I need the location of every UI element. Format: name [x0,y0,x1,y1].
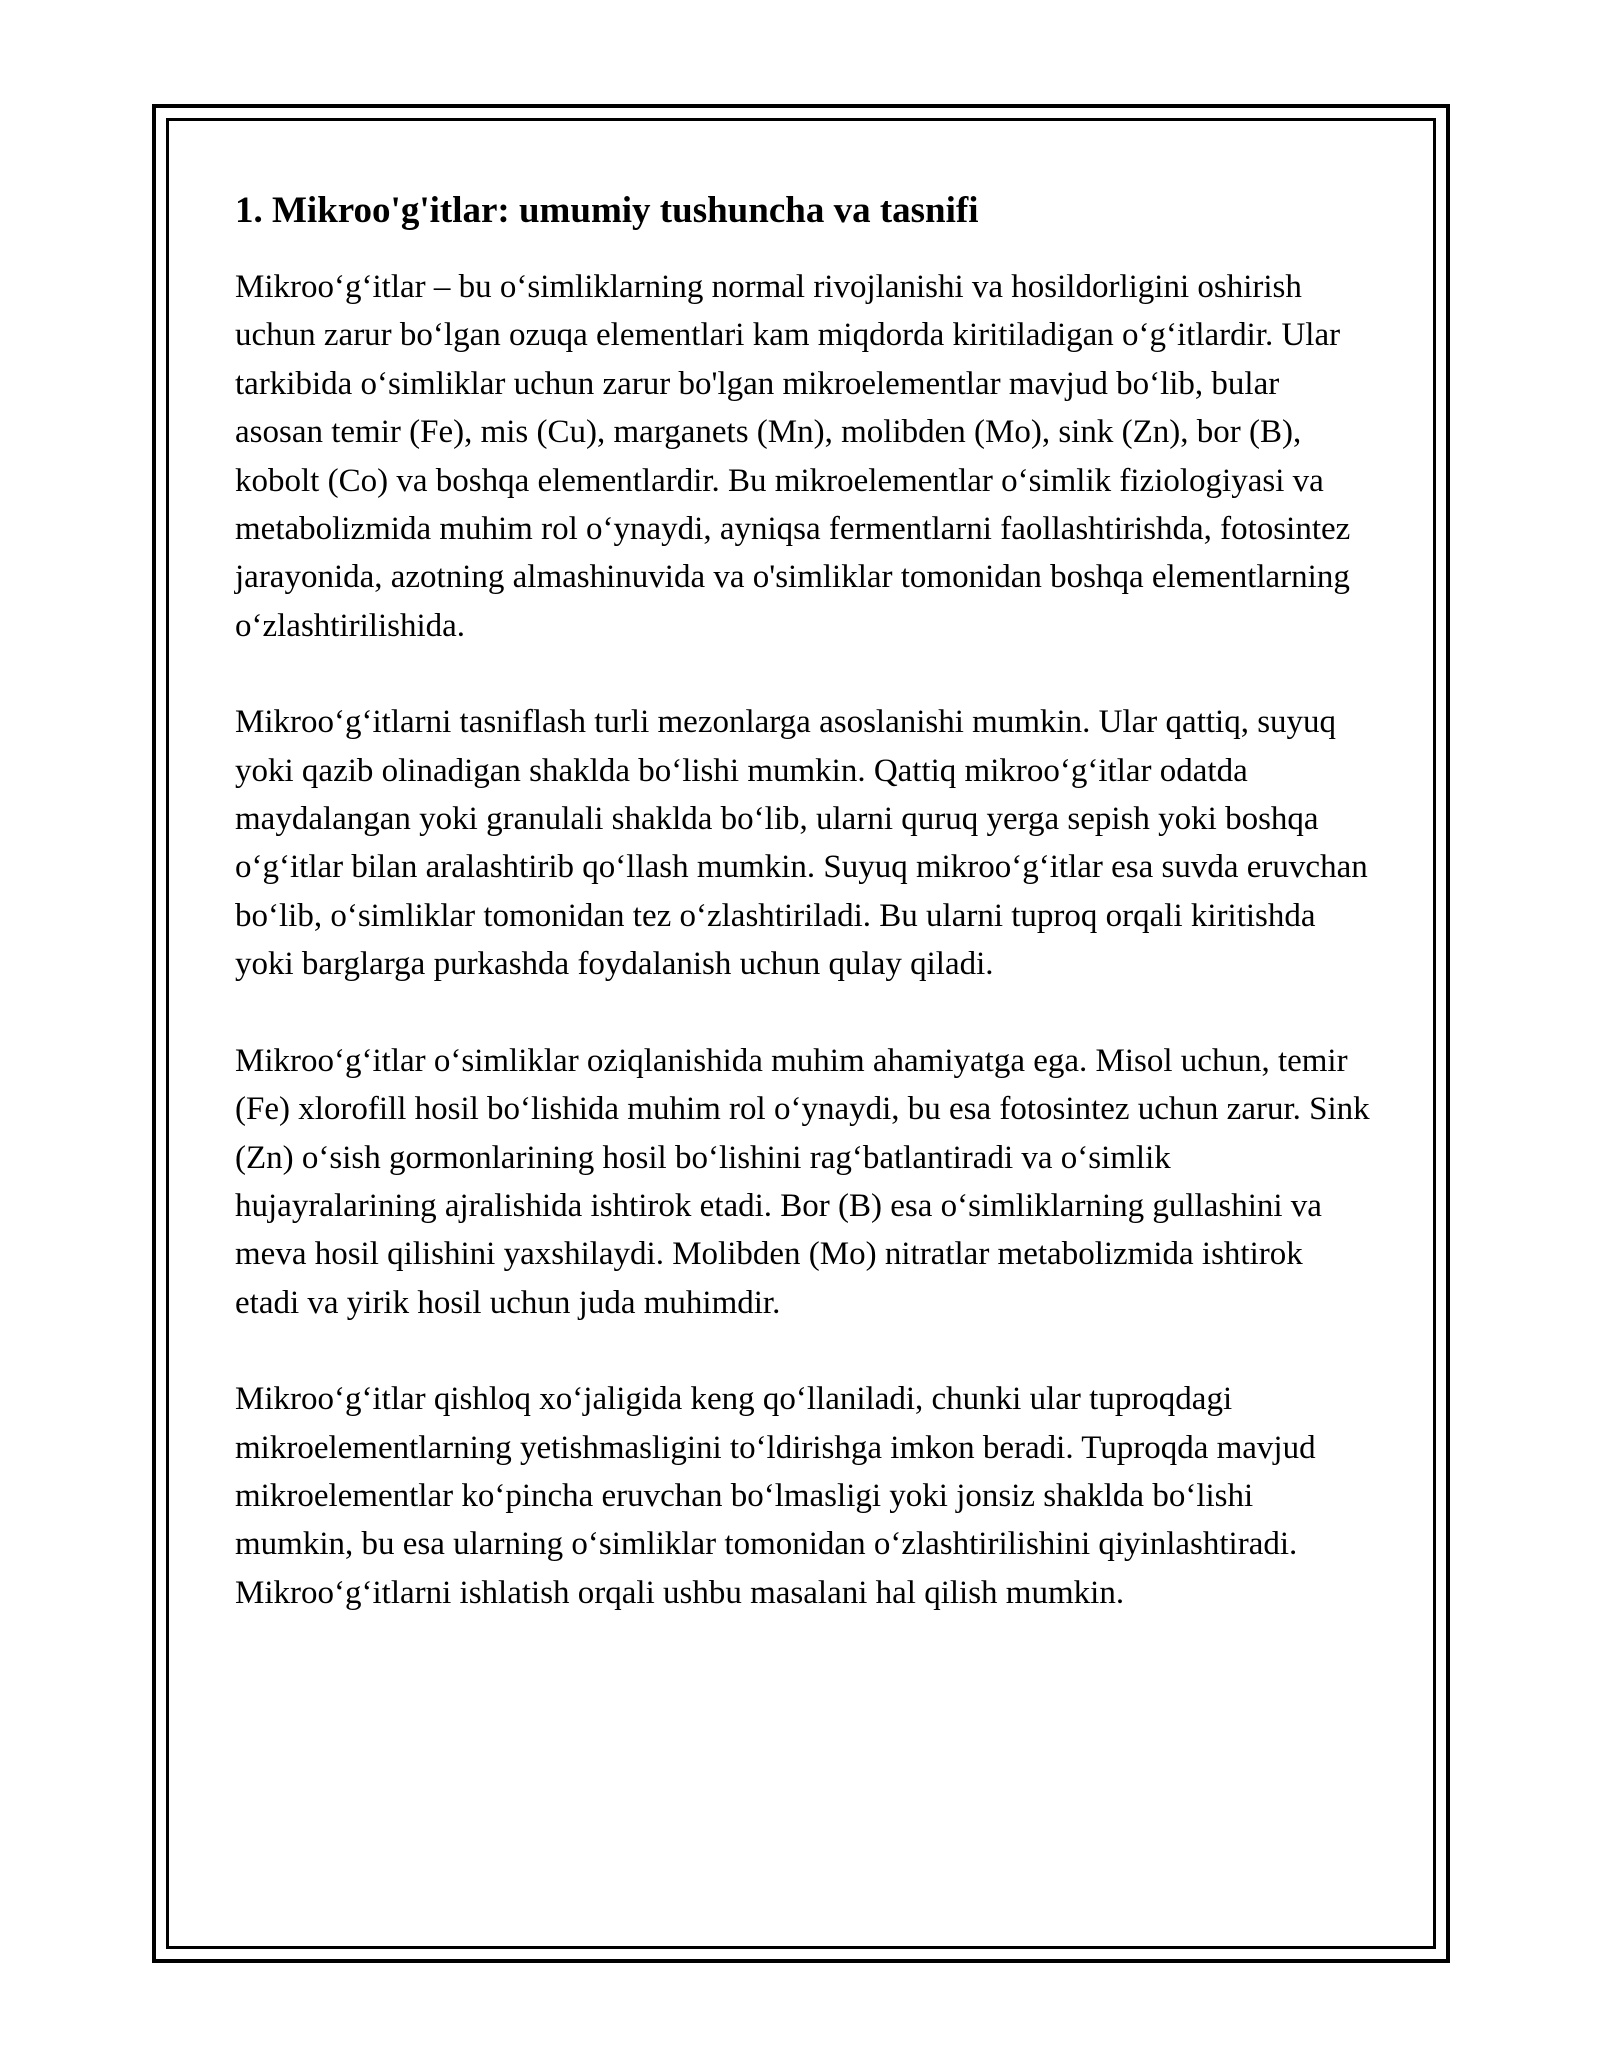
paragraph-classification: Mikroo‘g‘itlarni tasniflash turli mezonlarga asoslanishi mumkin. Ular qattiq, suyuq yoki qazib olinadigan shaklda bo‘lishi mumkin. Qattiq mikroo‘g‘itlar odatda maydalangan yoki granulali shaklda bo‘lib, ularni quruq yerga sepish yoki boshqa o‘g‘itlar bilan aralashtirib qo‘llash mumkin. Suyuq mikroo‘g‘itlar esa suvda eruvchan bo‘lib, o‘simliklar tomonidan tez o‘zlashtiriladi. Bu ularni tuproq orqali kiritishda yoki barglarga purkashda foydalanish uchun qulay qiladi. [235,704,1368,983]
paragraph-nutrition-role: Mikroo‘g‘itlar o‘simliklar oziqlanishida muhim ahamiyatga ega. Misol uchun, temir (Fe) xlorofill hosil bo‘lishida muhim rol o‘ynaydi, bu esa fotosintez uchun zarur. Sink (Zn) o‘sish gormonlarining hosil bo‘lishini rag‘batlantiradi va o‘simlik hujayralarining ajralishida ishtirok etadi. Bor (B) esa o‘simliklarning gullashini va meva hosil qilishini yaxshilaydi. Molibden (Mo) nitratlar metabolizmida ishtirok etadi va yirik hosil uchun juda muhimdir. [235,1042,1370,1321]
paragraph-agriculture-use: Mikroo‘g‘itlar qishloq xo‘jaligida keng qo‘llaniladi, chunki ular tuproqdagi mikroelementlarning yetishmasligini to‘ldirishga imkon beradi. Tuproqda mavjud mikroelementlar ko‘pincha eruvchan bo‘lmasligi yoki jonsiz shaklda bo‘lishi mumkin, bu esa ularning o‘simliklar tomonidan o‘zlashtirilishini qiyinlashtiradi. Mikroo‘g‘itlarni ishlatish orqali ushbu masalani hal qilish mumkin. [235,1381,1316,1611]
paragraph-definition: Mikroo‘g‘itlar – bu o‘simliklarning normal rivojlanishi va hosildorligini oshirish uchun zarur bo‘lgan ozuqa elementlari kam miqdorda kiritiladigan o‘g‘itlardir. Ular tarkibida o‘simliklar uchun zarur bo'lgan mikroelementlar mavjud bo‘lib, bular asosan temir (Fe), mis (Cu), marganets (Mn), molibden (Mo), sink (Zn), bor (B), kobolt (Co) va boshqa elementlardir. Bu mikroelementlar o‘simlik fiziologiyasi va metabolizmida muhim rol o‘ynaydi, ayniqsa fermentlarni faollashtirishda, fotosintez jarayonida, azotning almashinuvida va o'simliklar tomonidan boshqa elementlarning o‘zlashtirilishida. [235,269,1351,644]
section-heading: 1. Mikroo'g'itlar: umumiy tushuncha va tasnifi [235,190,979,231]
document-body [235,185,1370,1665]
